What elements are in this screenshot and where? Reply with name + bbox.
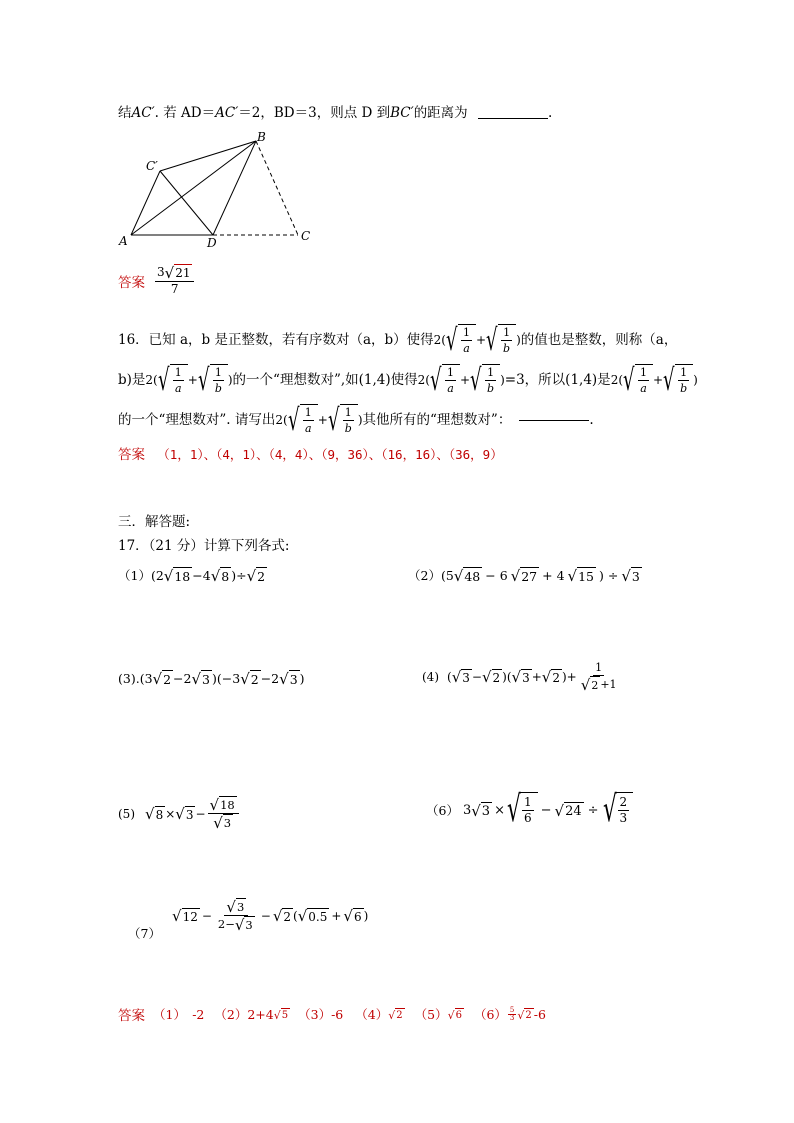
q17-answer: 答案 （1） -2 （2）2+4 √ 5 （3）-6 （4） √ 2 （5） √ 6 （6） $\frac{5}{3}$ √ 2 -6 [118,1005,546,1024]
ideal-expr: 2( √ $\frac{1}{a}$ + √ $\frac{1}{b}$ ) [610,363,698,398]
q16-answer [118,446,503,464]
expr-part: − [540,802,552,818]
radicand: 6 [455,1009,462,1021]
radicand: 2 [552,670,560,685]
frac-num: 2 [619,795,628,809]
frac-num: 1 [304,406,312,419]
fraction: √ 3 2− √ 3 [217,898,253,934]
radicand: 3 [522,670,530,685]
radicand: 2 [492,670,501,685]
radicand: 2 [163,672,172,687]
expr-part: (2 [150,567,164,583]
radicand: 27 [521,568,538,584]
q16-line-2 [118,364,698,396]
item-label: （6） [426,803,459,818]
item-4: (4) ( √ 3 − √ 2 )( √ 3 + √ 2 )+ 1 √ 2 +1 [422,661,617,694]
segment-ab [131,141,256,235]
ideal-expr: 2( √ $\frac{1}{a}$ + √ $\frac{1}{b}$ ) [433,323,521,358]
q15-ac-prime: AC′ [215,105,239,121]
q15-text: ＝2，BD＝3，则点 D 到 [238,105,391,121]
answer-label: 答案 [118,447,145,463]
expr-part: )÷ [231,567,247,583]
answer-label: 答案 [118,274,145,291]
answer-fraction [155,264,194,297]
frac-num: 1 [174,366,182,379]
expr-part: − [201,908,212,923]
frac-num: 1 [523,795,532,809]
expr-part: − 6 [485,567,508,583]
segment-db [213,141,256,235]
expr-close: ) [516,333,521,347]
frac-num: 1 [595,661,603,674]
frac-den: 6 [523,811,532,825]
expr-part: ÷ [587,802,599,818]
expr-close: ) [693,373,698,387]
radicand: 3 [289,672,298,687]
q16-period: . [589,412,594,428]
fraction: 1 √ 2 +1 [580,661,617,694]
expr-part: )+ [562,669,577,684]
radicand: 24 [565,803,582,819]
label-c-prime: C′ [146,159,158,173]
q16-line-1 [118,324,677,356]
radicand: 2 [283,909,292,924]
frac-den: a [640,382,647,395]
answer-5: （5） [414,1007,448,1022]
answer-6: （6） [473,1007,507,1022]
q16-text: b)是 [118,372,146,388]
q15-answer [118,264,196,297]
radicand: 3 [223,816,232,830]
expr-part: (5 [440,567,454,583]
radicand: 48 [464,568,481,584]
expr-part: + [531,669,542,684]
label-b: B [257,130,266,144]
plus: + [459,373,471,387]
expr-close: ) [357,413,363,427]
expr-part: × [165,806,176,821]
q15-bc-prime: BC′ [390,105,414,121]
frac-den: 3 [619,811,628,825]
expr-part: + [331,908,342,923]
expr-prefix: 2( [417,373,430,387]
item-7: √ 12 − √ 3 2− √ 3 − √ 2 ( √ 0.5 + √ 6 ) [172,898,369,934]
radicand: 12 [182,909,198,924]
fraction: √ 18 √ 3 [208,796,239,831]
item-label: （2） [408,568,441,583]
segment-ac-prime [131,171,160,235]
radicand: 2 [257,568,266,584]
expr-part: ) ÷ [599,567,619,583]
expr-prefix: 2( [145,373,158,387]
q16-text: 的一个“理想数对”,如(1,4)使得 [232,372,418,388]
radicand: 2 [525,1009,532,1021]
q16-line-3 [118,404,594,436]
radicand: 3 [462,670,470,685]
frac-den: b [214,382,222,395]
expr-part: (3 [139,671,153,686]
expr-part: −2 [173,671,192,686]
frac-num: 1 [214,366,222,379]
label-c: C [301,229,311,243]
radicand: 3 [631,568,640,584]
radicand: 2 [250,672,259,687]
expr-part: ) [363,908,369,923]
frac-den: b [680,382,688,395]
frac-den: a [304,422,312,435]
expr-part: 3 [462,802,472,818]
radicand: 8 [155,807,164,822]
item-label: (5) [118,806,135,821]
q15-text: . 若 AD＝ [154,105,216,121]
answer-blank [478,118,548,119]
expr-part: +1 [600,678,617,691]
q17-title: 17．（21 分）计算下列各式: [118,538,290,554]
plus: + [475,333,487,347]
item-2: （2） (5 √ 48 − 6 √ 27 + 4 √ 15 ) ÷ √ 3 [408,566,640,585]
expr-prefix: 2( [433,333,446,347]
radicand: 2 [590,676,600,693]
frac-num: 1 [462,326,470,339]
frac-den: a [174,382,182,395]
radicand: 3 [185,807,194,822]
ideal-expr: 2( √ $\frac{1}{a}$ + √ $\frac{1}{b}$ ) [275,403,363,438]
frac-den: a [447,382,454,395]
answer-3: （3）-6 [298,1007,344,1022]
item-1: （1） (2 √ 18 −4 √ 8 )÷ √ 2 [118,566,266,585]
q15-text: 的距离为 [413,105,468,121]
frac-den: b [503,342,511,355]
frac-den: b [487,382,495,395]
radicand: 0.5 [308,909,328,924]
label-d: D [207,236,217,250]
q15-period: . [547,105,553,121]
frac-num: 1 [640,366,648,379]
expr-prefix: 2( [610,373,624,387]
q16-text: =3，所以(1,4)是 [504,372,611,388]
expr-close: ) [227,373,233,387]
q16-text: 其他所有的“理想数对”： [362,412,512,428]
frac-den: 7 [170,282,179,296]
radicand: 6 [353,909,362,924]
radicand: 3 [202,672,210,687]
q15-ac-prime: AC′ [131,105,155,121]
radicand: 2 [396,1009,403,1021]
expr-part: )( [502,669,512,684]
expr-part: −4 [192,567,211,583]
answer-text: （1，1）、（4，1）、（4，4）、（9，36）、（16，16）、（36，9） [157,447,503,462]
expr-part: ( [293,908,298,923]
plus: + [653,373,664,387]
expr-part: − [260,908,271,923]
expr-part: × [494,802,505,818]
radicand: 3 [245,918,253,932]
expr-part: ( [447,669,452,684]
answer-4: （4） [355,1007,389,1022]
segment-bc-dashed [256,141,298,235]
radicand: 18 [220,798,235,812]
segment-c-prime-d [160,171,213,235]
radicand: 5 [281,1009,289,1021]
radicand: 8 [221,568,230,584]
answer-label: 答案 [118,1008,145,1024]
expr-part: 2− [217,917,235,931]
section-title: 三．解答题: [118,514,191,530]
frac-num: 1 [446,366,454,379]
radicand: 3 [236,900,245,914]
q16-text: 的值也是整数，则称（a， [520,332,678,348]
frac-num: 1 [503,326,511,339]
frac-den: b [344,422,352,435]
expr-part: − [471,669,482,684]
answer-1: （1） -2 [153,1007,205,1022]
frac-num: 1 [344,406,352,419]
q15-text: 结 [118,105,132,121]
answer-2: （2）2+4 [214,1007,274,1022]
sqrt: √ 21 [164,264,191,282]
expr-part: )(−3 [212,671,241,686]
item-label: （1） [118,568,151,583]
item-label: (3). [118,671,140,686]
frac-num: 5 [509,1005,515,1014]
frac-num: 1 [680,366,688,379]
item-5: (5) √ 8 × √ 3 − √ 18 √ 3 [118,796,241,831]
quadrilateral-figure [115,128,325,250]
plus: + [317,413,328,427]
item-label: (4) [422,669,439,684]
expr-part: + 4 [542,567,565,583]
ideal-expr: 2( √ $\frac{1}{a}$ + √ $\frac{1}{b}$ ) [145,363,233,398]
radicand: 3 [481,803,491,819]
plus: + [187,373,198,387]
radicand: 18 [174,568,191,584]
frac-num: 1 [487,366,495,379]
answer-6-fraction [508,1007,516,1022]
frac-num: 3 [157,265,165,279]
expr-part: ) [299,671,305,686]
answer-blank [519,420,589,421]
frac-den: a [463,342,470,355]
segment-c-prime-b [160,141,256,171]
q16-text: 16．已知 a，b 是正整数，若有序数对（a，b）使得 [118,332,434,348]
radicand: 15 [578,568,595,584]
q15-line [118,104,552,122]
label-a: A [119,234,128,248]
radicand: 21 [175,266,191,280]
ideal-expr: 2( √ $\frac{1}{a}$ + √ $\frac{1}{b}$ ) [417,363,505,398]
expr-part: −2 [260,671,280,686]
frac-den: 3 [509,1013,515,1022]
expr-part: − [195,806,206,821]
expr-close: ) [500,373,505,387]
item-6: （6） 3 √ 3 × √ $\frac{1}{6}$ − √ 24 ÷ √ $\frac{2}{3}$ [426,792,633,828]
answer-6-tail: -6 [533,1006,546,1022]
item-3: (3). (3 √ 2 −2 √ 3 )(−3 √ 2 −2 √ 3 ) [118,670,305,688]
q16-text: 的一个“理想数对”. 请写出 [118,412,276,428]
expr-prefix: 2( [275,413,288,427]
item-7-label: （7） [128,926,161,941]
